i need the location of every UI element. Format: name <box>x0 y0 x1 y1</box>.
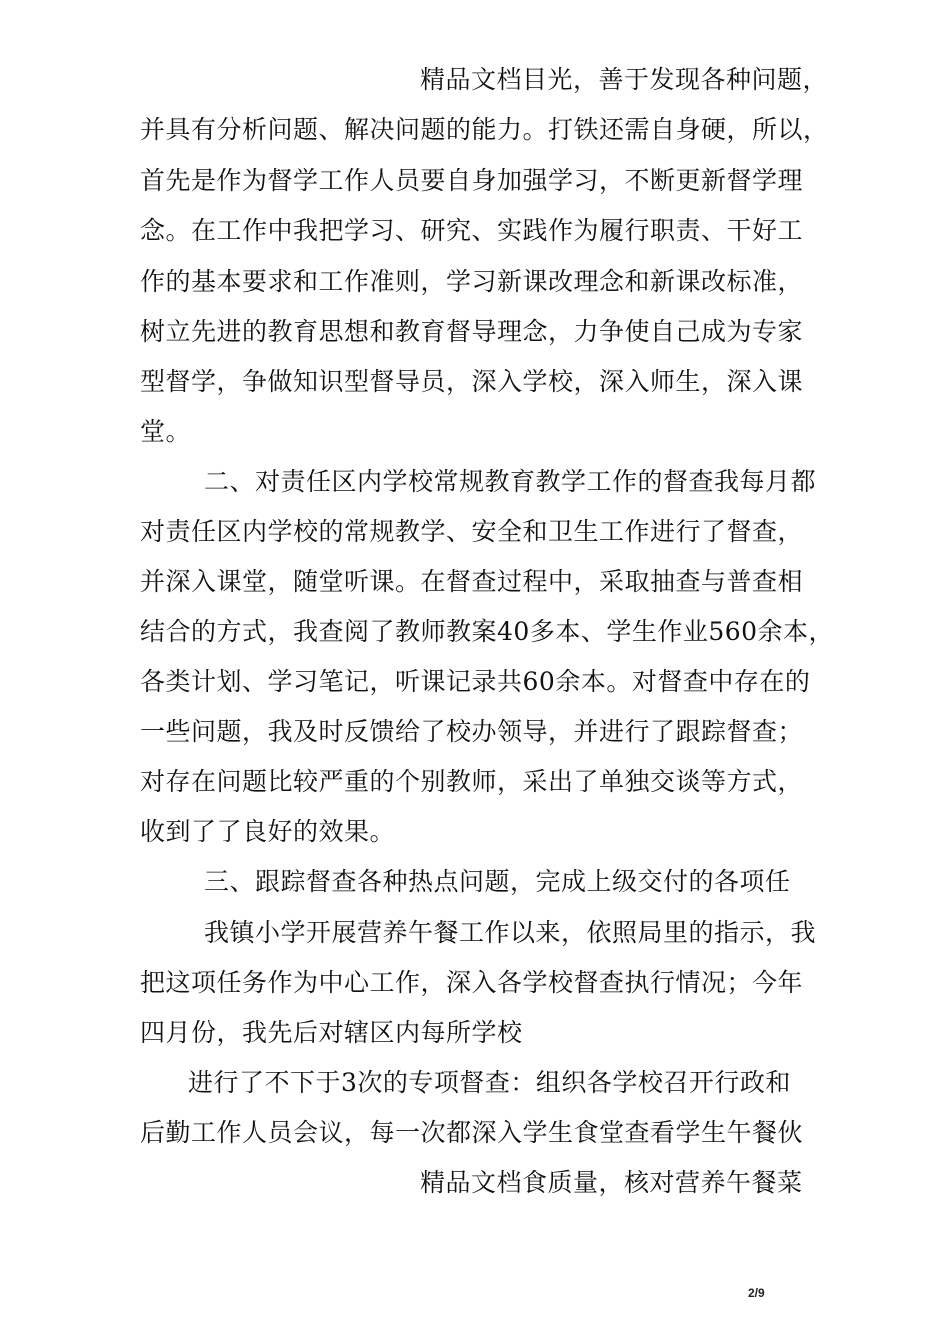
text-line: 进行了不下于3次的专项督查：组织各学校召开行政和 <box>188 1068 791 1097</box>
text-line: 念。在工作中我把学习、研究、实践作为履行职责、干好工 <box>140 216 804 245</box>
text-line: 首先是作为督学工作人员要自身加强学习，不断更新督学理 <box>140 166 804 195</box>
text-line: 堂。 <box>140 417 192 446</box>
text-line: 结合的方式，我查阅了教师教案40多本、学生作业560余本， <box>140 617 835 646</box>
text-line: 收到了了良好的效果。 <box>140 817 396 846</box>
text-line: 三、跟踪督查各种热点问题，完成上级交付的各项任 <box>204 867 791 896</box>
text-line: 各类计划、学习笔记，听课记录共60余本。对督查中存在的 <box>140 667 811 696</box>
page-number: 2/9 <box>748 1286 765 1300</box>
text-line: 把这项任务作为中心工作，深入各学校督查执行情况；今年 <box>140 968 804 997</box>
text-line: 型督学，争做知识型督导员，深入学校，深入师生，深入课 <box>140 367 804 396</box>
text-line: 并深入课堂，随堂听课。在督查过程中，采取抽查与普查相 <box>140 567 804 596</box>
text-line: 对责任区内学校的常规教学、安全和卫生工作进行了督查， <box>140 517 804 546</box>
text-line: 一些问题，我及时反馈给了校办领导，并进行了跟踪督查； <box>140 717 804 746</box>
text-line: 后勤工作人员会议，每一次都深入学生食堂查看学生午餐伙 <box>140 1118 804 1147</box>
text-line: 精品文档目光，善于发现各种问题， <box>420 65 829 94</box>
text-line: 我镇小学开展营养午餐工作以来，依照局里的指示，我 <box>204 918 817 947</box>
text-line: 并具有分析问题、解决问题的能力。打铁还需自身硬，所以， <box>140 115 829 144</box>
text-line: 精品文档食质量，核对营养午餐菜 <box>420 1168 803 1197</box>
text-line: 二、对责任区内学校常规教育教学工作的督查我每月都 <box>204 467 817 496</box>
text-line: 对存在问题比较严重的个别教师，采出了单独交谈等方式， <box>140 767 804 796</box>
text-line: 作的基本要求和工作准则，学习新课改理念和新课改标准， <box>140 267 804 296</box>
text-line: 四月份，我先后对辖区内每所学校 <box>140 1018 523 1047</box>
text-line: 树立先进的教育思想和教育督导理念，力争使自己成为专家 <box>140 317 804 346</box>
